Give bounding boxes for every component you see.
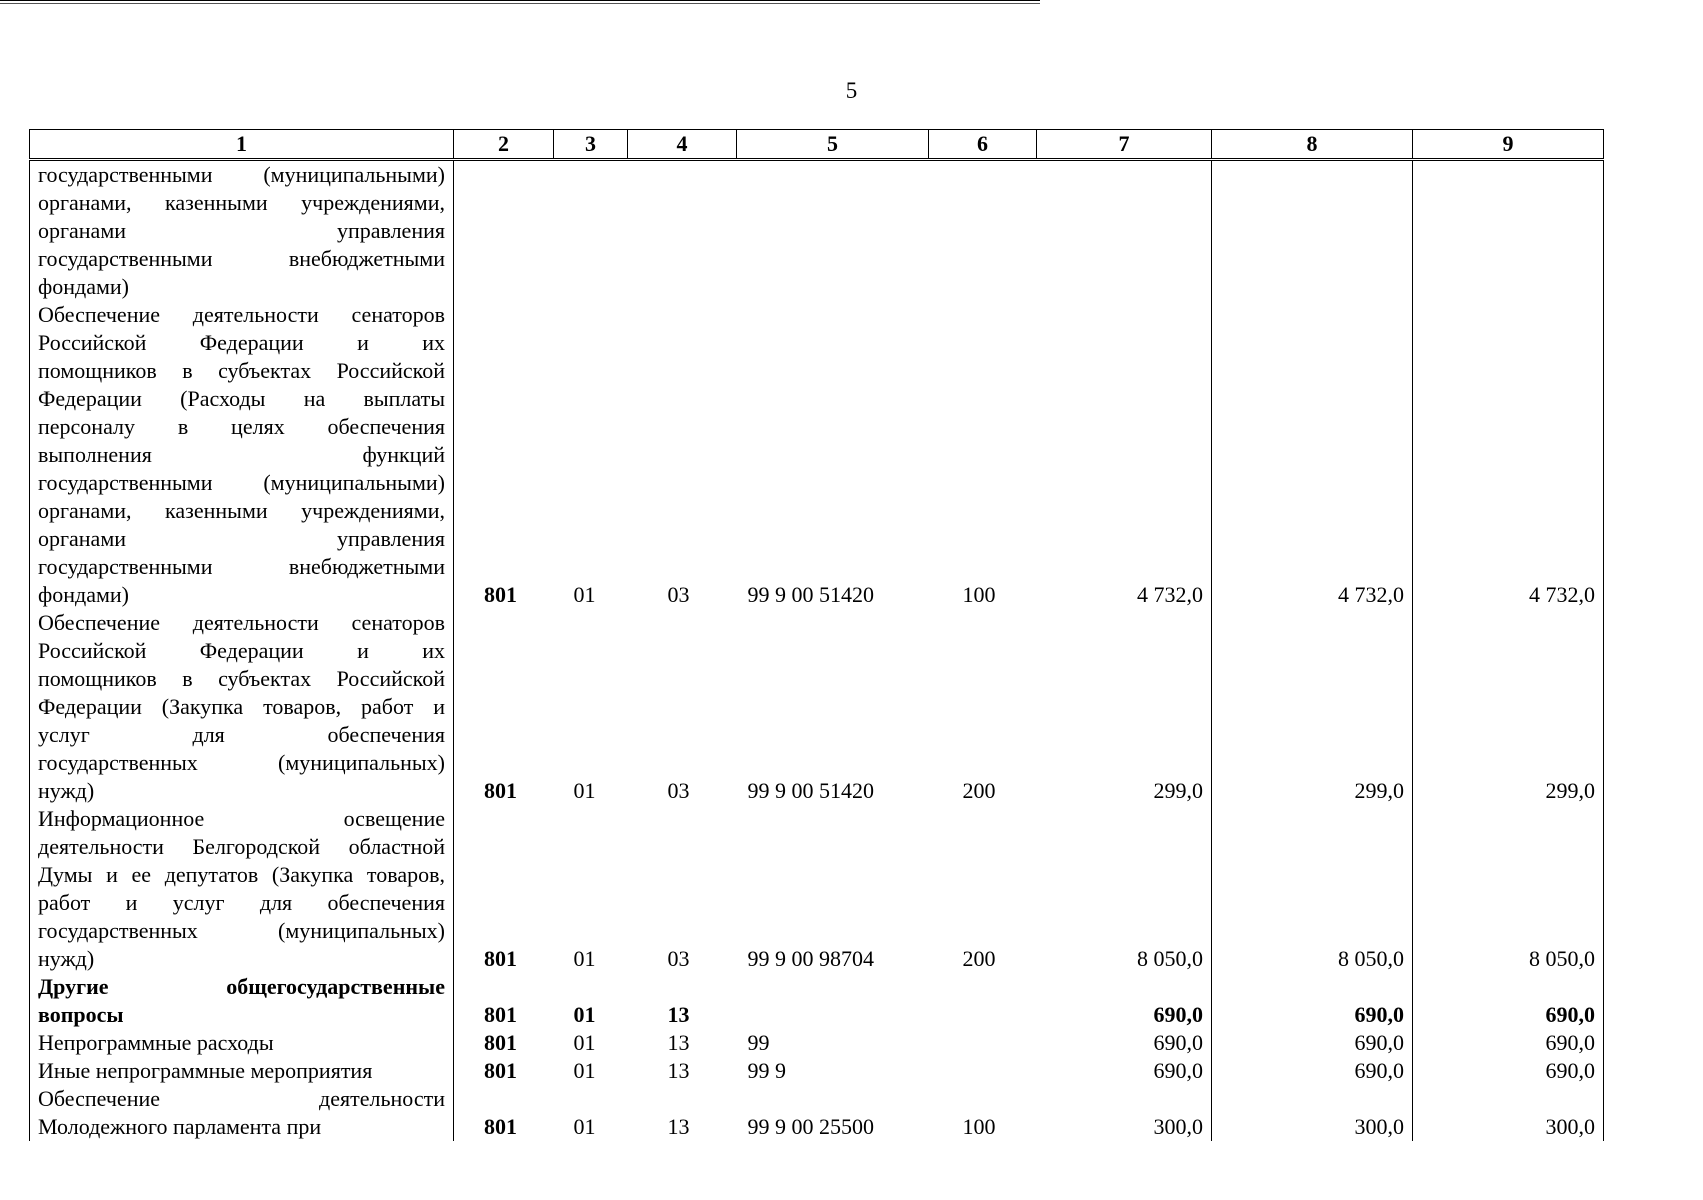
- top-rule-secondary: [0, 3, 1040, 4]
- table-body: [30, 160, 1604, 1142]
- header-col-1: 1: [30, 130, 454, 160]
- description-line: Непрограммные расходы: [38, 1030, 274, 1055]
- description-line: государственными (муниципальными): [38, 162, 445, 187]
- row-code-subsection: 03: [667, 582, 690, 607]
- row-code-expense-type: 100: [962, 1114, 996, 1139]
- row-code-target-article: 99 9 00 51420: [747, 778, 874, 803]
- row-code-ministry: 801: [484, 582, 517, 607]
- row-amount-col-7: 690,0: [1037, 1029, 1212, 1057]
- description-line: Думы и ее депутатов (Закупка товаров,: [38, 862, 445, 887]
- description-line: государственными (муниципальными): [38, 470, 445, 495]
- row-amount-col-9: 300,0: [1413, 1085, 1604, 1141]
- row-amount-col-9: 8 050,0: [1413, 805, 1604, 973]
- description-line: Иные непрограммные мероприятия: [38, 1058, 373, 1083]
- row-amount-col-7: 690,0: [1037, 1057, 1212, 1085]
- row-code-expense-type: [929, 1029, 1037, 1057]
- description-line: Федерации (Закупка товаров, работ и: [38, 694, 445, 719]
- row-code-ministry: 801: [484, 1030, 517, 1055]
- row-code-section: 01: [573, 1114, 596, 1139]
- row-code-section: [554, 160, 628, 302]
- row-code-expense-type: [929, 1057, 1037, 1085]
- row-code-section: 01: [573, 582, 596, 607]
- description-line: Молодежного парламента при: [38, 1114, 322, 1139]
- row-description: [30, 160, 454, 302]
- row-amount-col-9: 4 732,0: [1413, 301, 1604, 609]
- row-code-subsection: 13: [667, 1114, 690, 1139]
- row-code-target-article: 99 9 00 98704: [747, 946, 874, 971]
- header-col-5: 5: [737, 130, 929, 160]
- row-code-ministry: 801: [484, 946, 517, 971]
- row-code-ministry: 801: [484, 1114, 517, 1139]
- row-code-section: 01: [573, 778, 596, 803]
- row-code-subsection: 03: [667, 778, 690, 803]
- row-code-ministry: 801: [484, 1002, 517, 1027]
- header-row: [30, 130, 1604, 160]
- row-code-expense-type: 200: [962, 778, 996, 803]
- description-line: помощников в субъектах Российской: [38, 666, 445, 691]
- description-line: органами управления: [38, 526, 445, 551]
- description-line: Обеспечение деятельности: [38, 1086, 445, 1111]
- row-code-target-article: [737, 160, 929, 302]
- page-number: 5: [845, 78, 858, 103]
- row-code-ministry: [454, 160, 554, 302]
- table-header: [30, 130, 1604, 160]
- row-description: [30, 1029, 454, 1057]
- row-amount-col-9: [1413, 160, 1604, 302]
- budget-table: [29, 129, 1604, 1141]
- description-line: Обеспечение деятельности сенаторов: [38, 302, 445, 327]
- description-line: помощников в субъектах Российской: [38, 358, 445, 383]
- row-code-expense-type: [929, 160, 1037, 302]
- description-line: государственными внебюджетными: [38, 554, 445, 579]
- row-amount-col-7: [1037, 160, 1212, 302]
- row-description: [30, 609, 454, 805]
- description-line: государственными внебюджетными: [38, 246, 445, 271]
- description-line: фондами): [38, 274, 130, 299]
- description-line: органами, казенными учреждениями,: [38, 498, 445, 523]
- row-amount-col-7: 690,0: [1037, 973, 1212, 1029]
- header-col-6: 6: [929, 130, 1037, 160]
- description-line: Российской Федерации и их: [38, 638, 445, 663]
- row-amount-col-9: 690,0: [1413, 973, 1604, 1029]
- row-code-target-article: [737, 973, 929, 1029]
- description-line: органами управления: [38, 218, 445, 243]
- description-line: Другие общегосударственные: [38, 974, 445, 999]
- table-row: [30, 973, 1604, 1029]
- table-row: [30, 160, 1604, 302]
- row-code-subsection: 03: [667, 946, 690, 971]
- row-code-section: 01: [573, 1030, 596, 1055]
- header-col-7: 7: [1037, 130, 1212, 160]
- description-line: персоналу в целях обеспечения: [38, 414, 445, 439]
- row-amount-col-7: 8 050,0: [1037, 805, 1212, 973]
- header-col-4: 4: [628, 130, 737, 160]
- row-description: [30, 1057, 454, 1085]
- row-amount-col-7: 300,0: [1037, 1085, 1212, 1141]
- row-code-subsection: 13: [667, 1002, 690, 1027]
- row-amount-col-9: 690,0: [1413, 1029, 1604, 1057]
- row-amount-col-8: 8 050,0: [1212, 805, 1413, 973]
- table-row: [30, 1029, 1604, 1057]
- header-col-3: 3: [554, 130, 628, 160]
- row-code-subsection: 13: [667, 1058, 690, 1083]
- row-code-section: 01: [573, 1002, 596, 1027]
- row-amount-col-8: 690,0: [1212, 1057, 1413, 1085]
- description-line: нужд): [38, 946, 95, 971]
- row-code-expense-type: 200: [962, 946, 996, 971]
- row-code-section: 01: [573, 1058, 596, 1083]
- table-row: [30, 609, 1604, 805]
- row-description: [30, 1085, 454, 1141]
- row-code-ministry: 801: [484, 778, 517, 803]
- description-line: Российской Федерации и их: [38, 330, 445, 355]
- description-line: фондами): [38, 582, 130, 607]
- header-col-9: 9: [1413, 130, 1604, 160]
- row-code-ministry: 801: [484, 1058, 517, 1083]
- row-amount-col-8: [1212, 160, 1413, 302]
- description-line: органами, казенными учреждениями,: [38, 190, 445, 215]
- description-line: нужд): [38, 778, 95, 803]
- row-amount-col-8: 300,0: [1212, 1085, 1413, 1141]
- row-description: [30, 805, 454, 973]
- row-amount-col-9: 690,0: [1413, 1057, 1604, 1085]
- row-amount-col-7: 299,0: [1037, 609, 1212, 805]
- description-line: Федерации (Расходы на выплаты: [38, 386, 445, 411]
- table-row: [30, 301, 1604, 609]
- top-rule: [0, 0, 1040, 1]
- description-line: услуг для обеспечения: [38, 722, 445, 747]
- row-code-target-article: 99: [747, 1030, 770, 1055]
- description-line: Информационное освещение: [38, 806, 445, 831]
- row-amount-col-8: 690,0: [1212, 973, 1413, 1029]
- header-col-2: 2: [454, 130, 554, 160]
- row-code-target-article: 99 9 00 51420: [747, 582, 874, 607]
- description-line: работ и услуг для обеспечения: [38, 890, 445, 915]
- row-amount-col-7: 4 732,0: [1037, 301, 1212, 609]
- table-row: [30, 805, 1604, 973]
- row-code-expense-type: 100: [962, 582, 996, 607]
- row-code-target-article: 99 9: [747, 1058, 786, 1083]
- row-amount-col-8: 690,0: [1212, 1029, 1413, 1057]
- description-line: Обеспечение деятельности сенаторов: [38, 610, 445, 635]
- row-description: [30, 973, 454, 1029]
- row-code-section: 01: [573, 946, 596, 971]
- description-line: деятельности Белгородской областной: [38, 834, 445, 859]
- row-code-expense-type: [929, 973, 1037, 1029]
- table-row: [30, 1085, 1604, 1141]
- row-amount-col-8: 4 732,0: [1212, 301, 1413, 609]
- header-col-8: 8: [1212, 130, 1413, 160]
- row-code-target-article: 99 9 00 25500: [747, 1114, 874, 1139]
- row-code-subsection: 13: [667, 1030, 690, 1055]
- row-code-subsection: [628, 160, 737, 302]
- row-description: [30, 301, 454, 609]
- description-line: государственных (муниципальных): [38, 918, 445, 943]
- table-row: [30, 1057, 1604, 1085]
- description-line: государственных (муниципальных): [38, 750, 445, 775]
- description-line: вопросы: [38, 1002, 124, 1027]
- row-amount-col-8: 299,0: [1212, 609, 1413, 805]
- row-amount-col-9: 299,0: [1413, 609, 1604, 805]
- description-line: выполнения функций: [38, 442, 445, 467]
